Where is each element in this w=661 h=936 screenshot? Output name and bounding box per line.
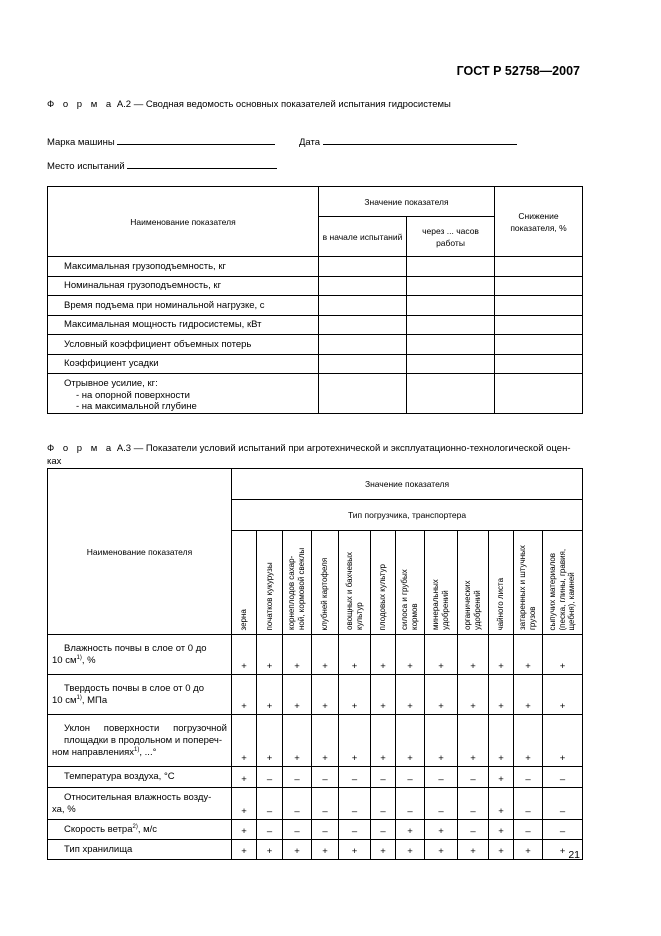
- a3-column-header-text: [287, 548, 306, 630]
- place-line[interactable]: [127, 158, 277, 169]
- a3-row-name-text: Тип хранилища: [64, 843, 133, 855]
- a3-column-header: [339, 531, 371, 635]
- a2-cell[interactable]: [407, 276, 495, 296]
- a3-row-name-text: 10 см: [52, 694, 77, 706]
- form-a2-title-text: А.2 — Сводная ведомость основных показателей испытания гидросистемы: [116, 99, 451, 110]
- a3-column-header-text: [431, 579, 450, 630]
- a3-row: [48, 635, 583, 675]
- a3-row-name-text: Температура воздуха, °С: [64, 771, 175, 782]
- a2-row-name: Максимальная грузоподъемность, кг: [48, 257, 319, 277]
- a2-header-after: через ... часов работы: [407, 217, 495, 257]
- footnote-ref: 1): [76, 694, 82, 701]
- a3-value-cell: +: [257, 635, 283, 675]
- form-a3-prefix: Ф о р м а: [47, 443, 115, 454]
- a3-row-name-line: [52, 655, 227, 667]
- a3-value-cell: +: [425, 635, 458, 675]
- a3-column-header-text: [463, 580, 482, 630]
- a3-row: [48, 675, 583, 715]
- a3-column-header: [371, 531, 396, 635]
- a2-row: [48, 276, 583, 296]
- a3-row-name-line: [52, 747, 227, 759]
- a2-cell[interactable]: [407, 374, 495, 414]
- machine-line[interactable]: [117, 134, 275, 145]
- place-label: Место испытаний: [47, 161, 125, 172]
- a3-value-cell: +: [339, 840, 371, 860]
- a3-value-cell: +: [425, 675, 458, 715]
- a2-cell[interactable]: [495, 257, 583, 277]
- a2-header-value: Значение показателя: [319, 187, 495, 217]
- a3-value-cell: –: [543, 788, 583, 820]
- a2-cell[interactable]: [407, 335, 495, 355]
- a3-column-header-text: [239, 609, 249, 630]
- a2-row-name-multi: [48, 374, 319, 414]
- form-a2-title: [47, 98, 451, 111]
- a3-row-name-line: Уклон поверхности погрузочной площадки в продольном и попереч-: [64, 722, 227, 746]
- form-a3-table: [47, 468, 583, 860]
- a3-value-cell: +: [283, 675, 312, 715]
- a3-value-cell: –: [371, 820, 396, 840]
- a3-value-cell: –: [514, 820, 543, 840]
- a3-header-value: Значение показателя: [232, 469, 583, 500]
- place-field: [47, 158, 277, 172]
- a3-value-cell: –: [425, 788, 458, 820]
- a3-row-name-text: 10 см: [52, 654, 77, 666]
- a2-cell[interactable]: [319, 335, 407, 355]
- a3-value-cell: –: [312, 767, 339, 788]
- a3-row-name-unit: , %: [81, 654, 96, 666]
- a3-value-cell: +: [489, 635, 514, 675]
- a3-value-cell: +: [396, 715, 425, 767]
- a3-row-name-line: [64, 771, 227, 783]
- a3-row-name-line: [64, 824, 227, 836]
- a3-value-cell: +: [283, 715, 312, 767]
- a3-value-cell: –: [312, 788, 339, 820]
- a3-value-cell: –: [514, 788, 543, 820]
- form-a2-prefix: Ф о р м а: [47, 99, 115, 110]
- a3-row-name: [48, 635, 232, 675]
- a3-row: [48, 840, 583, 860]
- a3-value-cell: +: [396, 840, 425, 860]
- a2-row-name: Коэффициент усадки: [48, 354, 319, 374]
- a3-row-name: [48, 788, 232, 820]
- a2-cell[interactable]: [319, 276, 407, 296]
- a3-value-cell: +: [312, 840, 339, 860]
- a3-row-name-unit: , МПа: [81, 694, 108, 706]
- a3-value-cell: +: [371, 840, 396, 860]
- a3-value-cell: +: [543, 840, 583, 860]
- a3-value-cell: +: [425, 715, 458, 767]
- a2-cell[interactable]: [495, 335, 583, 355]
- a2-multi-line2: - на опорной поверхности: [76, 389, 190, 401]
- a2-header-decrease: Снижение показателя, %: [495, 187, 583, 257]
- a3-value-cell: –: [458, 767, 489, 788]
- a2-cell[interactable]: [495, 374, 583, 414]
- a3-value-cell: +: [232, 788, 257, 820]
- a2-row: [48, 315, 583, 335]
- a3-row-name-line: [64, 844, 227, 856]
- a2-cell[interactable]: [407, 354, 495, 374]
- a3-value-cell: +: [339, 635, 371, 675]
- a3-row-name-unit: , ...°: [139, 746, 157, 758]
- a3-value-cell: +: [371, 715, 396, 767]
- a3-column-header-text: [378, 564, 388, 630]
- a3-row-name-text: ном направлениях: [52, 746, 135, 758]
- a3-value-cell: +: [489, 820, 514, 840]
- a3-value-cell: +: [232, 635, 257, 675]
- a3-value-cell: –: [339, 767, 371, 788]
- a3-column-header-line: овощных и бахчевых: [344, 551, 354, 630]
- a3-value-cell: +: [396, 675, 425, 715]
- a3-value-cell: –: [396, 767, 425, 788]
- a3-value-cell: +: [339, 675, 371, 715]
- a3-column-header: [425, 531, 458, 635]
- a3-value-cell: –: [458, 788, 489, 820]
- a3-column-header: [514, 531, 543, 635]
- a3-value-cell: +: [339, 715, 371, 767]
- standard-number: ГОСТ Р 52758—2007: [456, 64, 580, 78]
- a3-row-name-line: [52, 804, 227, 816]
- form-a2-table: [47, 186, 583, 414]
- a3-row-name-text: Скорость ветра: [64, 823, 133, 835]
- a2-row: [48, 257, 583, 277]
- a3-value-cell: +: [458, 715, 489, 767]
- a2-row-name: Максимальная мощность гидросистемы, кВт: [48, 315, 319, 335]
- a3-column-header-line: корнеплодов сахар-: [287, 555, 296, 630]
- a3-column-header: [543, 531, 583, 635]
- a2-multi-line3: - на максимальной глубине: [76, 401, 197, 412]
- a3-row-name: [48, 675, 232, 715]
- a3-value-cell: +: [257, 840, 283, 860]
- a3-header-type: Тип погрузчика, транспортера: [232, 500, 583, 531]
- a3-column-header-line: органических: [463, 580, 472, 630]
- a2-row-name: Условный коэффициент объемных потерь: [48, 335, 319, 355]
- a3-value-cell: +: [543, 635, 583, 675]
- machine-field: [47, 134, 275, 148]
- a3-value-cell: +: [489, 840, 514, 860]
- date-line[interactable]: [323, 134, 517, 145]
- a3-column-header: [283, 531, 312, 635]
- a3-value-cell: +: [425, 820, 458, 840]
- a2-header-start: в начале испытаний: [319, 217, 407, 257]
- a3-value-cell: +: [489, 788, 514, 820]
- a3-value-cell: –: [257, 767, 283, 788]
- a2-cell[interactable]: [407, 315, 495, 335]
- a3-column-header-text: [496, 577, 506, 630]
- a3-column-header: [232, 531, 257, 635]
- a3-value-cell: +: [514, 675, 543, 715]
- a3-column-header: [312, 531, 339, 635]
- a3-value-cell: –: [339, 788, 371, 820]
- a3-column-header-line: чайного листа: [496, 577, 505, 630]
- a2-cell[interactable]: [319, 374, 407, 414]
- a3-column-header-text: [518, 545, 537, 630]
- footnote-ref: 1): [134, 746, 140, 753]
- a2-cell[interactable]: [319, 257, 407, 277]
- a3-row-name-line: Твердость почвы в слое от 0 до: [64, 682, 204, 694]
- a3-column-header-text: [320, 557, 330, 630]
- a3-column-header-line: минеральных: [431, 579, 440, 630]
- a3-value-cell: –: [283, 820, 312, 840]
- a3-value-cell: +: [458, 840, 489, 860]
- a3-value-cell: +: [458, 675, 489, 715]
- a3-value-cell: +: [312, 715, 339, 767]
- a3-value-cell: +: [514, 840, 543, 860]
- a2-cell[interactable]: [495, 276, 583, 296]
- a3-value-cell: +: [257, 675, 283, 715]
- a3-row-name: [48, 820, 232, 840]
- a2-row: [48, 296, 583, 316]
- a3-row: [48, 715, 583, 767]
- a3-value-cell: +: [514, 635, 543, 675]
- a3-value-cell: +: [257, 715, 283, 767]
- footnote-ref: 2): [132, 823, 138, 830]
- a3-value-cell: +: [312, 635, 339, 675]
- a3-column-header: [257, 531, 283, 635]
- a3-header-name: Наименование показателя: [48, 469, 232, 635]
- a3-value-cell: +: [489, 715, 514, 767]
- a2-multi-line1: Отрывное усилие, кг:: [64, 378, 158, 389]
- a3-column-header-line: зерна: [239, 608, 248, 630]
- a3-column-header-line: плодовых культур: [378, 563, 387, 630]
- a2-cell[interactable]: [319, 354, 407, 374]
- a3-column-header-line: удобрений: [440, 590, 450, 630]
- a3-column-header-line: кормов: [409, 603, 419, 630]
- a3-column-header-line: клубней картофеля: [320, 557, 329, 630]
- a3-column-header-line: сыпучих материалов: [547, 552, 557, 630]
- a3-value-cell: +: [232, 820, 257, 840]
- form-a3-title: [47, 442, 587, 468]
- a3-row: [48, 788, 583, 820]
- a3-value-cell: –: [257, 788, 283, 820]
- a3-value-cell: +: [312, 675, 339, 715]
- a3-value-cell: +: [514, 715, 543, 767]
- a3-value-cell: –: [543, 767, 583, 788]
- a3-column-header: [458, 531, 489, 635]
- a3-value-cell: +: [371, 675, 396, 715]
- a3-value-cell: –: [312, 820, 339, 840]
- a3-value-cell: +: [283, 840, 312, 860]
- a3-value-cell: +: [489, 675, 514, 715]
- a3-column-header-line: щебня), камней: [566, 571, 576, 630]
- a3-column-header-text: [400, 569, 419, 630]
- a3-value-cell: –: [371, 767, 396, 788]
- a3-value-cell: +: [543, 675, 583, 715]
- a3-value-cell: –: [396, 788, 425, 820]
- a2-cell[interactable]: [495, 354, 583, 374]
- a3-value-cell: +: [232, 715, 257, 767]
- a3-value-cell: +: [232, 767, 257, 788]
- a2-cell[interactable]: [495, 315, 583, 335]
- a3-row-name: [48, 715, 232, 767]
- a3-column-header-line: початков кукурузы: [264, 561, 274, 630]
- form-a3-title-cont: ках: [47, 456, 62, 467]
- a2-cell[interactable]: [319, 296, 407, 316]
- machine-label: Марка машины: [47, 137, 115, 148]
- a3-value-cell: –: [514, 767, 543, 788]
- a3-row: [48, 820, 583, 840]
- a3-row-name: [48, 840, 232, 860]
- a3-value-cell: +: [425, 840, 458, 860]
- a3-column-header: [396, 531, 425, 635]
- a3-value-cell: –: [339, 820, 371, 840]
- a2-cell[interactable]: [319, 315, 407, 335]
- footnote-ref: 1): [76, 654, 82, 661]
- a3-row: [48, 767, 583, 788]
- a3-column-header-line: удобрений: [472, 590, 482, 630]
- a3-value-cell: +: [489, 767, 514, 788]
- a3-column-header-line: культур: [354, 602, 363, 630]
- a3-value-cell: –: [371, 788, 396, 820]
- a3-row-name-unit: , м/с: [137, 823, 158, 835]
- a3-row-name: [48, 767, 232, 788]
- a3-value-cell: +: [232, 675, 257, 715]
- a3-column-header: [489, 531, 514, 635]
- a2-cell[interactable]: [407, 296, 495, 316]
- a3-value-cell: –: [425, 767, 458, 788]
- a2-row: [48, 374, 583, 414]
- a3-value-cell: –: [543, 820, 583, 840]
- a3-value-cell: +: [232, 840, 257, 860]
- a3-value-cell: –: [257, 820, 283, 840]
- a2-cell[interactable]: [495, 296, 583, 316]
- a3-value-cell: +: [458, 635, 489, 675]
- a3-column-header-text: [265, 562, 275, 630]
- a3-row-name-line: Влажность почвы в слое от 0 до: [64, 642, 207, 654]
- a2-row-name: Время подъема при номинальной нагрузке, с: [48, 296, 319, 316]
- a3-value-cell: –: [458, 820, 489, 840]
- a3-column-header-text: [345, 552, 364, 630]
- a2-row: [48, 335, 583, 355]
- a3-row-name-line: [52, 695, 227, 707]
- a2-row-name: Номинальная грузоподъемность, кг: [48, 276, 319, 296]
- a3-row-name-text: ха, %: [52, 803, 76, 815]
- page-number: 21: [568, 849, 580, 861]
- a2-row: [48, 354, 583, 374]
- a3-value-cell: +: [371, 635, 396, 675]
- form-a3-title-text: А.3 — Показатели условий испытаний при агротехнической и эксплуатационно-технологической оцен-: [116, 443, 571, 454]
- a3-value-cell: +: [396, 635, 425, 675]
- a3-column-header-line: затаренных и штучных: [518, 545, 527, 630]
- a3-value-cell: +: [396, 820, 425, 840]
- a3-value-cell: –: [283, 788, 312, 820]
- a3-value-cell: +: [543, 715, 583, 767]
- a3-column-header-text: [548, 548, 577, 630]
- a2-cell[interactable]: [407, 257, 495, 277]
- a3-column-header-line: грузов: [527, 606, 537, 630]
- a3-row-name-line: Относительная влажность возду-: [64, 791, 212, 803]
- a3-column-header-line: (песка, глины, гравия,: [557, 548, 567, 630]
- a3-value-cell: +: [283, 635, 312, 675]
- a2-header-name: Наименование показателя: [48, 187, 319, 257]
- a3-column-header-line: ной, кормовой свеклы: [296, 547, 306, 630]
- date-label: Дата: [299, 137, 321, 148]
- a3-column-header-line: силоса и грубых: [400, 569, 409, 630]
- date-field: [299, 134, 517, 148]
- a3-value-cell: –: [283, 767, 312, 788]
